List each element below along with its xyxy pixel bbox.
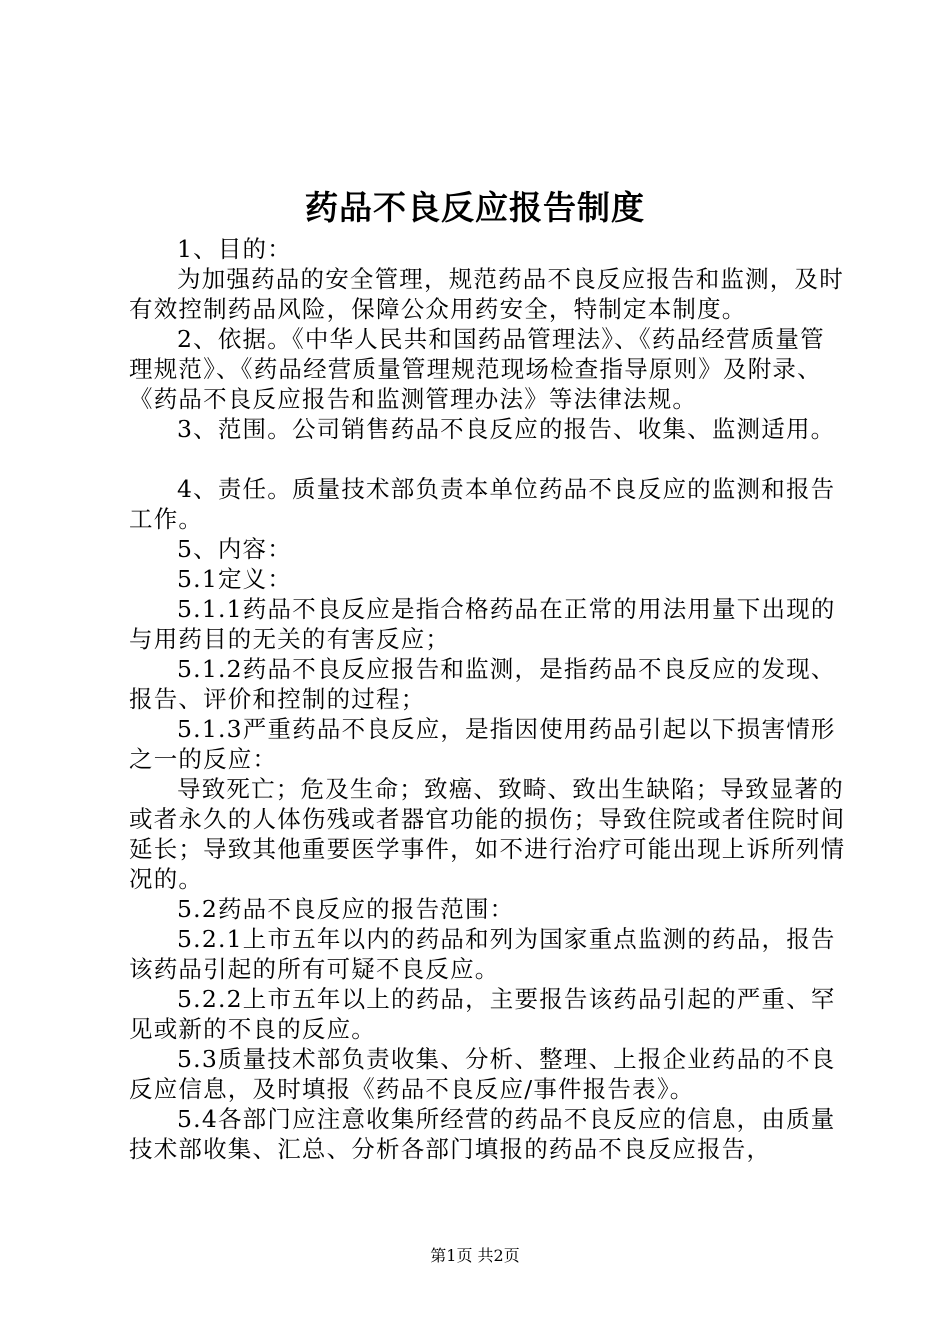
paragraph-responsibility: 4、责任。质量技术部负责本单位药品不良反应的监测和报告工作。 <box>129 475 836 533</box>
page-footer: 第1页 共2页 <box>430 1246 520 1265</box>
paragraph-5-1-3: 5.1.3严重药品不良反应，是指因使用药品引起以下损害情形之一的反应： <box>129 715 836 773</box>
paragraph-5-1-1: 5.1.1药品不良反应是指合格药品在正常的用法用量下出现的与用药目的无关的有害反应； <box>129 595 836 653</box>
paragraph-scope: 3、范围。公司销售药品不良反应的报告、收集、监测适用。 <box>177 415 836 443</box>
paragraph-serious-reactions: 导致死亡；危及生命；致癌、致畸、致出生缺陷；导致显著的或者永久的人体伤残或者器官功能的损伤；导致住院或者住院时间延长；导致其他重要医学事件，如不进行治疗可能出现上诉所列情况的。 <box>129 775 846 893</box>
paragraph-5-4: 5.4各部门应注意收集所经营的药品不良反应的信息，由质量技术部收集、汇总、分析各部门填报的药品不良反应报告， <box>129 1105 836 1163</box>
paragraph-report-scope-heading: 5.2药品不良反应的报告范围： <box>177 895 515 923</box>
paragraph-5-2-2: 5.2.2上市五年以上的药品，主要报告该药品引起的严重、罕见或新的不良的反应。 <box>129 985 836 1043</box>
paragraph-purpose-text: 为加强药品的安全管理，规范药品不良反应报告和监测，及时有效控制药品风险，保障公众用药安全，特制定本制度。 <box>129 265 844 323</box>
document-body <box>129 234 849 1164</box>
document-title: 药品不良反应报告制度 <box>305 188 645 227</box>
paragraph-definition-heading: 5.1定义： <box>177 565 293 593</box>
paragraph-5-1-2: 5.1.2药品不良反应报告和监测，是指药品不良反应的发现、报告、评价和控制的过程； <box>129 655 836 713</box>
paragraph-basis: 2、依据。《中华人民共和国药品管理法》、《药品经营质量管理规范》、《药品经营质量管理规范现场检查指导原则》及附录、《药品不良反应报告和监测管理办法》等法律法规。 <box>129 325 825 413</box>
paragraph-purpose-heading: 1、目的： <box>177 235 292 263</box>
paragraph-5-2-1: 5.2.1上市五年以内的药品和列为国家重点监测的药品，报告该药品引起的所有可疑不良反应。 <box>129 925 836 983</box>
paragraph-5-3: 5.3质量技术部负责收集、分析、整理、上报企业药品的不良反应信息，及时填报《药品不良反应/事件报告表》。 <box>129 1045 836 1103</box>
paragraph-content-heading: 5、内容： <box>177 535 292 563</box>
